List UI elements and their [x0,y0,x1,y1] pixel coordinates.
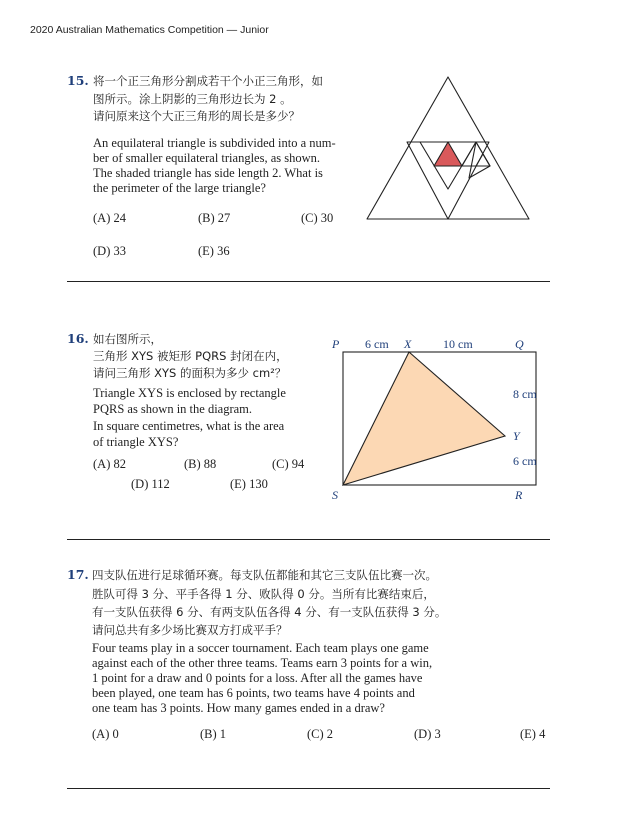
label-p: P [332,337,340,351]
question-text-cn: 请问总共有多少场比赛双方打成平手？ [92,623,288,637]
question-text-cn: 将一个正三角形分割成若干个小正三角形，如 [93,74,323,88]
answer-option-a: (A) 0 [92,727,119,741]
answer-option-d: (D) 33 [93,244,126,258]
label-r: R [515,488,523,502]
tiny-right-triangle [476,154,490,166]
label-s: S [332,488,338,502]
question-text-cn: 胜队可得 3 分、平手各得 1 分、败队得 0 分。当所有比赛结束后， [92,587,435,601]
question-text-cn: 四支队伍进行足球循环赛。每支队伍都能和其它三支队伍比赛一次。 [92,568,437,582]
answer-option-d: (D) 3 [414,727,441,741]
question-text-en: PQRS as shown in the diagram. [93,402,253,416]
question-number: 16. [67,331,89,346]
question-text-en: Triangle XYS is enclosed by rectangle [93,386,286,400]
question-text-en: the perimeter of the large triangle? [93,181,266,195]
question-text-en: been played, one team has 6 points, two teams have 4 points and [92,686,415,700]
divider [67,281,550,282]
answer-option-b: (B) 1 [200,727,227,741]
question-text-en: The shaded triangle has side length 2. What is [93,166,323,180]
question-text-cn: 请问原来这个大正三角形的周长是多少？ [93,109,300,123]
question-text-cn: 请问三角形 XYS 的面积为多少 cm²？ [93,366,287,380]
measure-qy: 8 cm [513,387,537,401]
question-text-en: Four teams play in a soccer tournament. Each team plays one game [92,641,429,655]
answer-option-b: (B) 27 [198,211,231,225]
answer-option-a: (A) 24 [93,211,126,225]
subdivided-triangle-diagram [360,70,540,230]
measure-xq: 10 cm [443,337,473,351]
answer-option-c: (C) 30 [301,211,334,225]
small-right-triangle [462,142,490,166]
answer-option-d: (D) 112 [131,477,170,491]
question-text-cn: 图所示。涂上阴影的三角形边长为 2 。 [93,92,292,106]
answer-option-c: (C) 2 [307,727,334,741]
answer-option-a: (A) 82 [93,457,126,471]
shaded-triangle [434,142,462,166]
label-x: X [404,337,412,351]
rectangle-diagram [325,332,560,507]
divider [67,539,550,540]
question-text-cn: 如右图所示， [93,332,162,346]
answer-option-c: (C) 94 [272,457,305,471]
question-number: 15. [67,73,89,88]
answer-option-e: (E) 36 [198,244,230,258]
question-text-cn: 三角形 XYS 被矩形 PQRS 封闭在内， [93,349,288,363]
measure-px: 6 cm [365,337,389,351]
question-text-en: against each of the other three teams. Teams earn 3 points for a win, [92,656,433,670]
question-text-en: one team has 3 points. How many games ended in a draw? [92,701,385,715]
label-q: Q [515,337,524,351]
label-y: Y [513,429,520,443]
question-text-en: 1 point for a draw and 0 points for a loss. After all the games have [92,671,423,685]
question-number: 17. [67,567,89,582]
answer-option-b: (B) 88 [184,457,217,471]
answer-option-e: (E) 130 [230,477,268,491]
question-text-cn: 有一支队伍获得 6 分、有两支队伍各得 4 分、有一支队伍获得 3 分。 [92,605,447,619]
question-text-en: ber of smaller equilateral triangles, as shown. [93,151,321,165]
triangle-xys [343,352,505,485]
divider [67,788,550,789]
question-text-en: of triangle XYS? [93,435,179,449]
answer-option-e: (E) 4 [520,727,546,741]
question-text-en: An equilateral triangle is subdivided into a num- [93,136,336,150]
page-header: 2020 Australian Mathematics Competition — Junior [30,24,269,36]
measure-yr: 6 cm [513,454,537,468]
question-text-en: In square centimetres, what is the area [93,419,285,433]
